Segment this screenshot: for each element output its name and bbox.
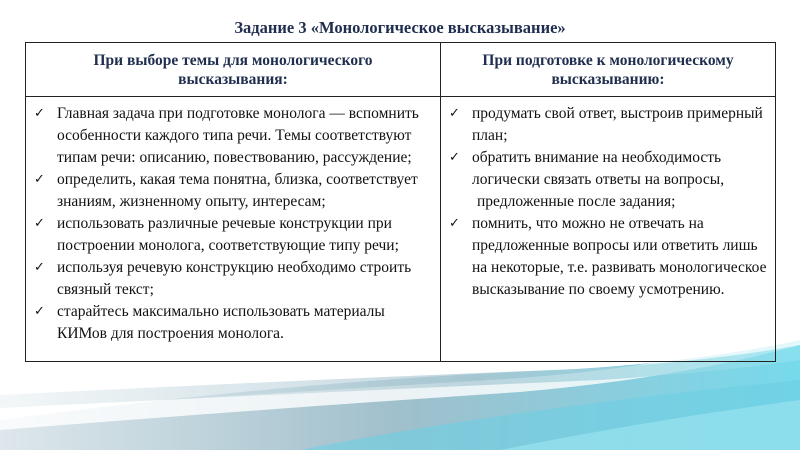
checkmark-icon: ✓ <box>34 216 45 231</box>
checkmark-icon: ✓ <box>449 150 460 165</box>
checkmark-icon: ✓ <box>449 106 460 121</box>
list-item: ✓ определить, какая тема понятна, близка, соответствует знаниям, жизненному опыту, интересам; <box>34 171 418 210</box>
list-item: ✓ обратить внимание на необходимость логически связать ответы на вопросы, <box>449 149 725 188</box>
list-item-continuation: предложенные после задания; <box>477 193 676 210</box>
header-preparation: При подготовке к монологическому высказыванию: <box>441 43 776 97</box>
list-item: ✓ продумать свой ответ, выстроив примерный план; <box>449 105 763 144</box>
checkmark-icon: ✓ <box>449 216 460 231</box>
right-column <box>441 97 776 362</box>
slide-title: Задание 3 «Монологическое высказывание» <box>234 18 566 37</box>
checkmark-icon: ✓ <box>34 172 45 187</box>
list-item: ✓ помнить, что можно не отвечать на предложенные вопросы или ответить лишь на некоторые, т.е. развивать монологическое высказывание по своему усмотрению. <box>449 215 767 298</box>
checkmark-icon: ✓ <box>34 260 45 275</box>
list-item: ✓ старайтесь максимально использовать материалы КИМов для построения монолога. <box>34 303 385 342</box>
header-topic-choice: При выборе темы для монологического высказывания: <box>26 43 441 97</box>
list-item: ✓ Главная задача при подготовке монолога — вспомнить особенности каждого типа речи. Темы соответствуют типам речи: описанию, повествованию, рассуждение; <box>34 105 419 166</box>
list-item: ✓ используя речевую конструкцию необходимо строить связный текст; <box>34 259 412 298</box>
checkmark-icon: ✓ <box>34 304 45 319</box>
tips-table <box>25 42 776 362</box>
checkmark-icon: ✓ <box>34 106 45 121</box>
list-item: ✓ использовать различные речевые конструкции при построении монолога, соответствующие типу речи; <box>34 215 399 254</box>
left-column <box>26 97 441 362</box>
